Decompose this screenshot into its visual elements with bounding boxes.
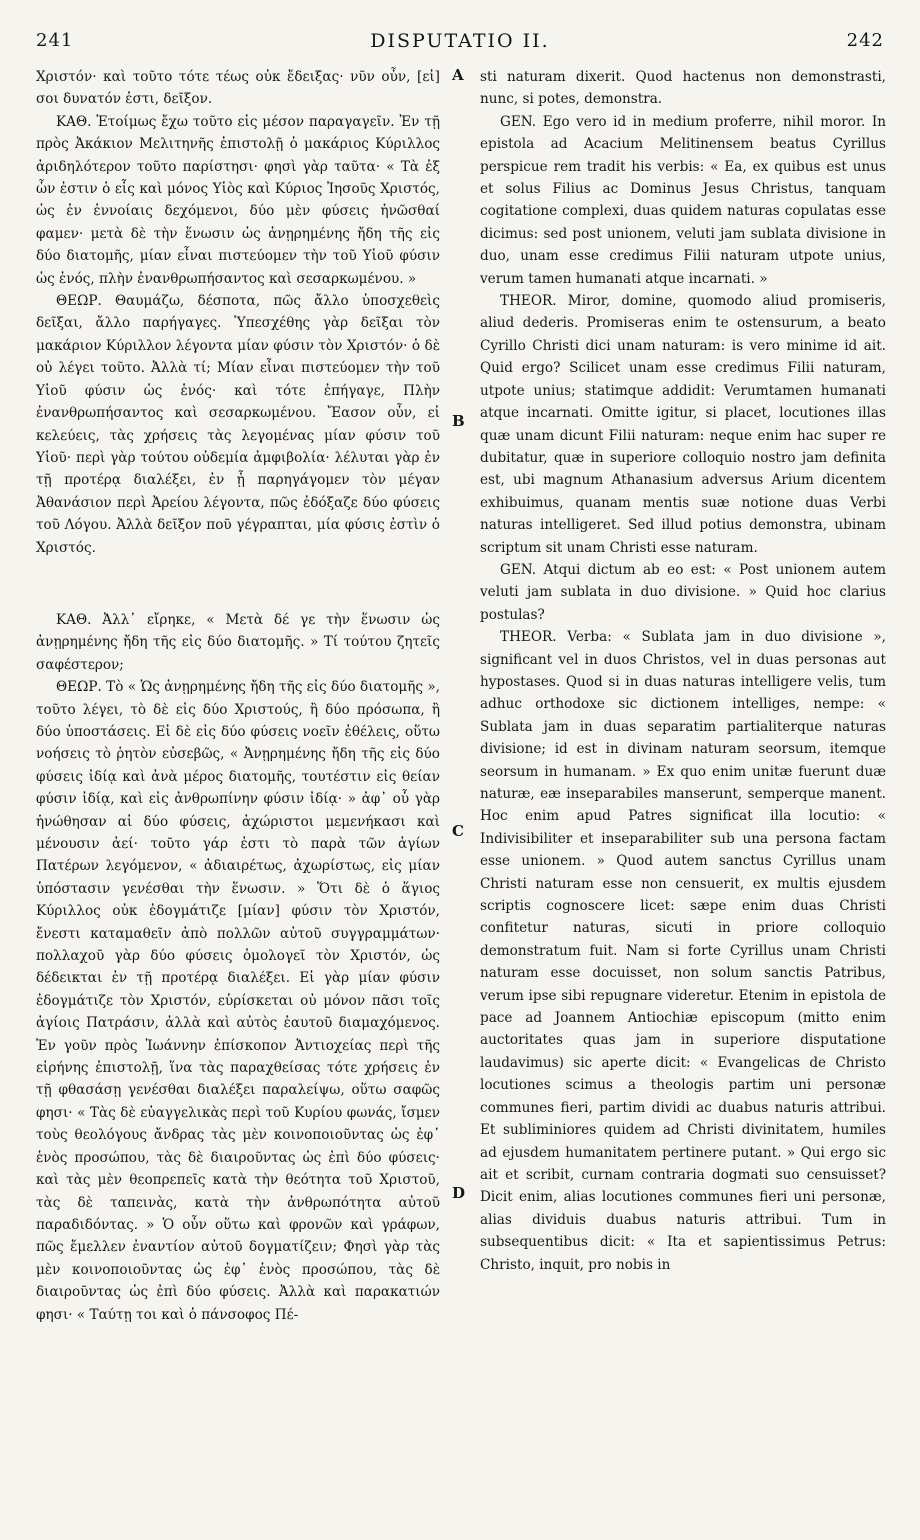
section-marker-d: D <box>452 1184 466 1202</box>
greek-paragraph: ΚΑΘ. Ἑτοίμως ἔχω τοῦτο εἰς μέσον παραγαγεῖν. Ἐν τῇ πρὸς Ἀκάκιον Μελιτηνῆς ἐπιστολῇ ὁ μακάριος Κύριλλος ἀριδηλότερον τοῦτο παρίστησι· φησὶ γὰρ ταῦτα· « Τὰ ἐξ ὧν ἐστιν ὁ εἷς καὶ μόνος Υἱὸς καὶ Κύριος Ἰησοῦς Χριστός, ὡς ἐν ἐννοίαις δεχόμενοι, δύο μὲν φύσεις ἡνῶσθαί φαμεν· μετὰ δὲ τὴν ἕνωσιν ὡς ἀνῃρημένης ἤδη τῆς εἰς δύο διατομῆς, μίαν εἶναι πιστεύομεν τὴν τοῦ Υἱοῦ φύσιν ὡς ἑνός, πλὴν ἐνανθρωπήσαντος καὶ σεσαρκωμένου. » <box>36 113 440 287</box>
latin-paragraph: THEOR. Verba: « Sublata jam in duo divisione », significant vel in duos Christos, vel in duas personas aut hypostases. Quod si in duas naturas intelligere velis, tum adhuc orthodoxe sic dictionem intelliges, nempe: « Sublata jam in duas separatim partialiterque naturas divisione; id est in divinam naturam seorsum, itemque seorsum in humanam. » Ex quo enim unitæ fuerunt duæ naturæ, eæ inseparabiles manserunt, semperque manent. Hoc enim apud Patres significat illa locutio: « Indivisibiliter et inseparabiliter sub una persona factam esse unionem. » Quod autem sanctus Cyrillus unam Christi naturam esse non censuerit, ex multis ejusdem scriptis cognoscere licet: sæpe enim duas Christi confitetur naturas, sicuti in priore colloquio demonstratum fuit. Nam si forte Cyrillus unam Christi naturam esse docuisset, non solum sanctis Patribus, verum ipse sibi repugnare videretur. Etenim in epistola de pace ad Joannem Antiochiæ episcopum (mitto enim auctoritates quas jam in superiore disputatione laudavimus) sic aperte dicit: « Evangelicas de Christo locutiones scimus a theologis partim uni personæ communes fieri, partim dividi ac duabus naturis attribui. Et subliminiores quidem ad Christi divinitatem, humiles ad ejusdem humanitatem pertinere putant. » Qui ergo sic ait et scribit, curnam contraria dogmati suo censuisset? Dicit enim, alias locutiones communes fieri uni personæ, alias dividuis duabus naturis attribui. Tum in subsequentibus dicit: « Ita et sapientissimus Petrus: Christo, inquit, pro nobis in <box>480 629 886 1273</box>
section-marker-a: A <box>452 66 464 84</box>
greek-paragraph: ΘΕΩΡ. Τὸ « Ὡς ἀνῃρημένης ἤδη τῆς εἰς δύο διατομῆς », τοῦτο λέγει, τὸ δὲ εἰς δύο Χριστούς, ἢ δύο πρόσωπα, ἢ δύο ὑποστάσεις. Εἰ δὲ εἰς δύο φύσεις νοεῖν ἐθέλεις, οὕτω νοήσεις τὸ ῥητὸν εὐσεβῶς, « Ἀνῃρημένης ἤδη τῆς εἰς δύο φύσεις ἰδίᾳ καὶ ἀνὰ μέρος διατομῆς, τουτέστιν εἰς θείαν φύσιν ἰδίᾳ, καὶ εἰς ἀνθρωπίνην φύσιν ἰδίᾳ· » ἀφ᾽ οὗ γὰρ ἡνώθησαν αἱ δύο φύσεις, ἀχώριστοι μεμενήκασι καὶ μένουσιν ἀεί· τοῦτο γάρ ἐστι τὸ παρὰ τῶν ἁγίων Πατέρων λεγόμενον, « ἀδιαιρέτως, ἀχωρίστως, εἰς μίαν ὑπόστασιν γενέσθαι τὴν ἕνωσιν. » Ὅτι δὲ ὁ ἅγιος Κύριλλος οὐκ ἐδογμάτιζε [μίαν] φύσιν τὸν Χριστόν, ἔνεστι καταμαθεῖν ἀπὸ πολλῶν αὐτοῦ συγγραμμάτων· πολλαχοῦ γὰρ δύο φύσεις ὁμολογεῖ τὸν Χριστόν, ὡς δέδεικται ἐν τῇ προτέρᾳ διαλέξει. Εἰ γὰρ μίαν φύσιν ἐδογμάτιζε τὸν Χριστόν, εὑρίσκεται οὐ μόνον πᾶσι τοῖς ἁγίοις Πατράσιν, ἀλλὰ καὶ αὐτὸς ἑαυτοῦ διαμαχόμενος. Ἐν γοῦν πρὸς Ἰωάννην ἐπίσκοπον Ἀντιοχείας περὶ τῆς εἰρήνης ἐπιστολῇ, ἵνα τὰς παραχθείσας τότε χρήσεις ἐν τῇ φθασάσῃ γενέσθαι διαλέξει παραλείψω, οὕτω σαφῶς φησι· « Τὰς δὲ εὐαγγελικὰς περὶ τοῦ Κυρίου φωνάς, ἴσμεν τοὺς θεολόγους ἄνδρας τὰς μὲν κοινοποιοῦντας ὡς ἐφ᾽ ἑνὸς προσώπου, τὰς δὲ διαιροῦντας ὡς ἐπὶ δύο φύσεις· καὶ τὰς μὲν θεοπρεπεῖς κατὰ τὴν θεότητα τοῦ Χριστοῦ, τὰς δὲ ταπεινὰς, κατὰ τὴν ἀνθρωπότητα αὐτοῦ παραδιδόντας. » Ὁ οὖν οὕτω καὶ φρονῶν καὶ γράφων, πῶς ἔμελλεν ἐναντίον αὐτοῦ δογματίζειν; Φησὶ γὰρ τὰς μὲν κοινοποιοῦντας ὡς ἐφ᾽ ἑνὸς προσώπου, τὰς δὲ διαιροῦντας ὡς ἐπὶ δύο φύσεις. Ἀλλὰ καὶ παρακατιών φησι· « Ταύτῃ τοι καὶ ὁ πάνσοφος Πέ- <box>36 679 440 1323</box>
page-number-left: 241 <box>36 30 74 51</box>
latin-paragraph: GEN. Ego vero id in medium proferre, nihil moror. In epistola ad Acacium Melitinensem beatus Cyrillus perspicue rem tradit his verbis: « Ea, ex quibus est unus et solus Filius ac Dominus Jesus Christus, tanquam cogitatione complexi, duas quidem naturas copulatas esse dicimus: sed post unionem, veluti jam sublata divisione in duo, unam esse credimus Filii naturam utpote unius, verum tamen humanati atque incarnati. » <box>480 113 886 287</box>
section-marker-c: C <box>452 822 464 840</box>
page-number-right: 242 <box>846 30 884 51</box>
latin-paragraph: sti naturam dixerit. Quod hactenus non demonstrasti, nunc, si potes, demonstra. <box>480 69 886 108</box>
latin-column <box>480 66 886 1276</box>
greek-paragraph: ΚΑΘ. Ἀλλ᾽ εἴρηκε, « Μετὰ δέ γε τὴν ἕνωσιν ὡς ἀνῃρημένης ἤδη τῆς εἰς δύο διατομῆς. » Τί τούτου ζητεῖς σαφέστερον; <box>36 611 440 673</box>
section-marker-b: B <box>452 412 465 430</box>
column-gap <box>36 559 440 609</box>
greek-paragraph: ΘΕΩΡ. Θαυμάζω, δέσποτα, πῶς ἄλλο ὑποσχεθεὶς δεῖξαι, ἄλλο παρήγαγες. Ὑπεσχέθης γὰρ δεῖξαι τὸν μακάριον Κύριλλον λέγοντα μίαν φύσιν τὸν Χριστόν· ὁ δὲ οὐ λέγει τοῦτο. Ἀλλὰ τί; Μίαν εἶναι πιστεύομεν τὴν τοῦ Υἱοῦ φύσιν ὡς ἑνός· καὶ τότε ἐπήγαγε, Πλὴν ἐνανθρωπήσαντος καὶ σεσαρκωμένου. Ἔασον οὖν, εἰ κελεύεις, τὰς χρήσεις τὰς λεγομένας μίαν φύσιν τοῦ Υἱοῦ· περὶ γὰρ τούτου οὐδεμία ἀμφιβολία· λέλυται γὰρ ἐν τῇ προτέρᾳ διαλέξει, ἐν ᾗ παρηγάγομεν τὸν μέγαν Ἀθανάσιον περὶ Ἀρείου λέγοντα, πῶς ἐδόξαζε δύο φύσεις τοῦ Λόγου. Ἀλλὰ δεῖξον ποῦ γέγραπται, μία φύσις ἐστὶν ὁ Χριστός. <box>36 293 440 556</box>
latin-paragraph: THEOR. Miror, domine, quomodo aliud promiseris, aliud dederis. Promiseras enim te ostensurum, a beato Cyrillo Christi dici unam naturam: is vero minime id ait. Quid ergo? Scilicet unam esse credimus Filii naturam, utpote unius; statimque addidit: Verumtamen humanati atque incarnati. Omitte igitur, si placet, locutiones illas quæ unam dicunt Filii naturam: neque enim hac super re dubitatur, quæ in superiore colloquio nostro jam definita est, ubi magnum Athanasium adversus Arium dicentem exhibuimus, quanam mentis suæ notione duas Verbi naturas intelligeret. Sed illud potius demonstra, ubinam scriptum sit unam Christi esse naturam. <box>480 293 886 556</box>
latin-paragraph: GEN. Atqui dictum ab eo est: « Post unionem autem veluti jam sublata in duo divisione. » Quid hoc clarius postulas? <box>480 561 886 623</box>
greek-paragraph: Χριστόν· καὶ τοῦτο τότε τέως οὐκ ἔδειξας· νῦν οὖν, [εἰ] σοι δυνατόν ἐστι, δεῖξον. <box>36 69 440 108</box>
running-title: DISPUTATIO II. <box>370 30 550 52</box>
greek-column <box>36 66 440 1326</box>
running-header <box>36 30 884 64</box>
